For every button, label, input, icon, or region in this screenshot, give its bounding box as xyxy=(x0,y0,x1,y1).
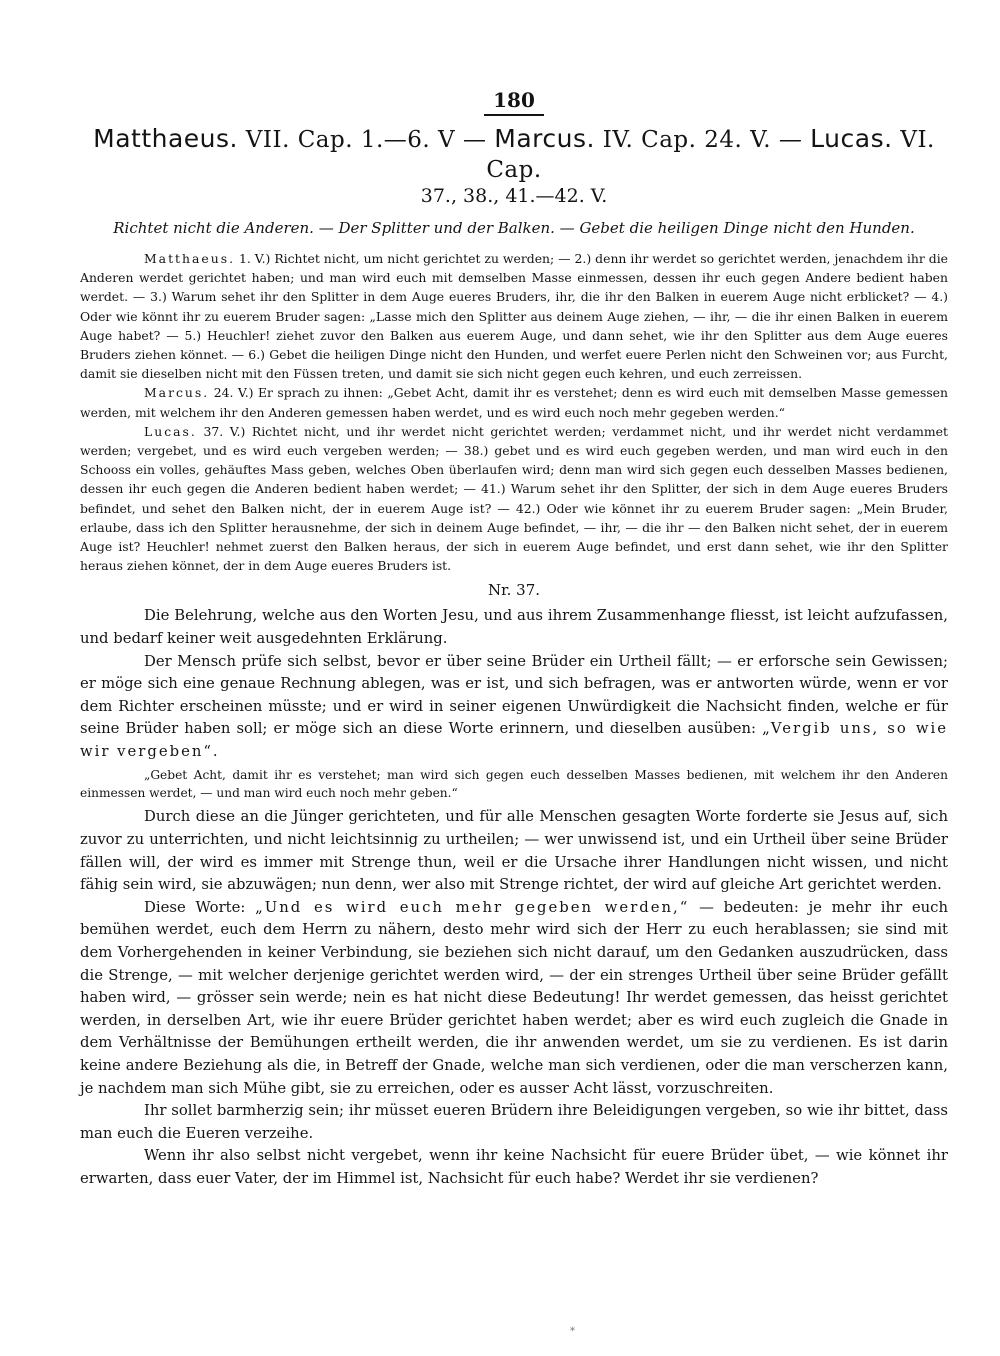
section-subtitle: Richtet nicht die Anderen. — Der Splitter und der Balken. — Gebet die heiligen Dinge nicht den Hunden. xyxy=(113,219,915,237)
chapter-heading-continuation: 37., 38., 41.—42. V. xyxy=(420,185,608,207)
verse-text: 1. V.) Richtet nicht, um nicht gerichtet zu werden; — 2.) denn ihr werdet so gerichtet werden, jenachdem ihr die Anderen werdet gerichtet haben; und man wird euch mit demselben Masse einmessen, dessen ihr euch gegen Andere bedient haben werdet. — 3.) Warum sehet ihr den Splitter in dem Auge eueres Bruders, ihr, die ihr den Balken in euerem Auge nicht erblicket? — 4.) Oder wie könnt ihr zu euerem Bruder sagen: „Lasse mich den Splitter aus deinem Auge ziehen, — ihr, — die ihr einen Balken in euerem Auge habet? — 5.) Heuchler! ziehet zuvor den Balken aus euerem Auge, und dann sehet, wie ihr den Splitter aus dem Auge eueres Bruders ziehen könnet. — 6.) Gebet die heiligen Dinge nicht den Hunden, und werfet euere Perlen nicht den Schweinen vor; aus Furcht, damit sie dieselben nicht mit den Füssen treten, und damit sie sich nicht gegen euch kehren, und euch zerreissen. xyxy=(80,251,948,382)
page-number: 180 xyxy=(493,88,535,112)
verse-text: 24. V.) Er sprach zu ihnen: „Gebet Acht, damit ihr es verstehet; denn es wird euch mit demselben Masse gemessen werden, mit welchem ihr den Anderen gemessen haben werdet, und es wird euch noch mehr gegeben werden.“ xyxy=(80,385,948,420)
scripture-quote: „Gebet Acht, damit ihr es verstehet; man wird sich gegen euch desselben Masses bedienen, mit welchem ihr den Anderen einmessen werdet, — und man wird euch noch mehr geben.“ xyxy=(80,767,948,801)
heading-book-marcus: Marcus. xyxy=(494,124,595,153)
heading-book-matthaeus: Matthaeus. xyxy=(93,124,238,153)
footer-mark: * xyxy=(570,1326,575,1337)
commentary-block xyxy=(80,605,948,1190)
book-label: Matthaeus. xyxy=(144,251,236,266)
commentary-paragraph xyxy=(80,897,948,1100)
page xyxy=(80,88,948,1191)
heading-book-lucas: Lucas. xyxy=(810,124,893,153)
section-number: Nr. 37. xyxy=(487,581,541,600)
scripture-matthaeus xyxy=(80,249,948,383)
prayer-quote: „Vergib uns, so wie wir vergeben“. xyxy=(80,720,948,761)
commentary-paragraph: Durch diese an die Jünger gerichteten, und für alle Menschen gesagten Worte forderte sie Jesus auf, sich zuvor zu unterrichten, und nicht leichtsinnig zu urtheilen; — wer unwissend ist, und ein Urtheil über seine Brüder fällen will, der wird es immer mit Strenge thun, weil er die Ursache ihrer Handlungen nicht wissen, und nicht fähig sein wird, sie abzuwägen; nun denn, wer also mit Strenge richtet, der wird auf gleiche Art gerichtet werden. xyxy=(80,808,948,894)
emphasized-quote: „Und es wird euch mehr gegeben werden,“ xyxy=(255,898,690,916)
commentary-paragraph: Die Belehrung, welche aus den Worten Jesu, und aus ihrem Zusammenhange fliesst, ist leicht aufzufassen, und bedarf keiner weit ausgedehnten Erklärung. xyxy=(80,607,948,648)
book-label: Marcus. xyxy=(144,385,210,401)
scripture-block xyxy=(80,249,948,575)
heading-dash: — xyxy=(778,127,803,153)
chapter-heading xyxy=(80,124,948,185)
paragraph-text: Der Mensch prüfe sich selbst, bevor er über seine Brüder ein Urtheil fällt; — er erforsche sein Gewissen; er möge sich eine genaue Rechnung ablegen, was er ist, und sich befragen, was er antworten würde, wenn er vor dem Richter erscheinen müsste; und er wird in seiner eigenen Unwürdigkeit die Nachsicht finden, welche er für seine Brüder haben soll; er möge sich an diese Worte erinnern, und dieselben ausüben: xyxy=(80,652,948,738)
scripture-lucas xyxy=(80,422,948,576)
heading-ref-matthaeus: VII. Cap. 1.—6. V xyxy=(245,127,456,153)
commentary-paragraph xyxy=(80,651,948,764)
verse-text: 37. V.) Richtet nicht, und ihr werdet nicht gerichtet werden; verdammet nicht, und ihr werdet nicht verdammet werden; vergebet, und es wird euch vergeben werden; — 38.) gebet und es wird euch gegeben werden, und man wird euch in den Schooss ein volles, gehäuftes Mass geben, welches Oben überlaufen wird; denn man wird sich gegen euch desselben Masses bedienen, dessen ihr euch gegen die Anderen bedient haben werdet; — 41.) Warum sehet ihr den Splitter, der sich in dem Auge eueres Bruders befindet, und sehet den Balken nicht, der in euerem Auge ist? — 42.) Oder wie könnet ihr zu euerem Bruder sagen: „Mein Bruder, erlaube, dass ich den Splitter herausnehme, der sich in deinem Auge befindet, — ihr, — die ihr — den Balken nicht sehet, der in euerem Auge ist? Heuchler! nehmet zuerst den Balken heraus, der sich in euerem Auge befindet, und erst dann sehet, wie ihr den Splitter heraus ziehen könnet, der in dem Auge eueres Bruders ist. xyxy=(80,423,948,574)
commentary-paragraph: Ihr sollet barmherzig sein; ihr müsset eueren Brüdern ihre Beleidigungen vergeben, so wie ihr bittet, dass man euch die Eueren verzeihe. xyxy=(80,1102,948,1142)
heading-dash: — xyxy=(462,127,487,153)
heading-ref-lucas: VI. Cap. xyxy=(486,127,935,183)
page-number-rule xyxy=(484,114,544,116)
heading-ref-marcus: IV. Cap. 24. V. xyxy=(602,127,772,153)
paragraph-text: Diese Worte: xyxy=(144,898,246,916)
paragraph-text: — bedeuten: je mehr ihr euch bemühen werdet, euch dem Herrn zu nähern, desto mehr wird sich der Herr zu euch herablassen; sie sind mit dem Vorhergehenden in keiner Verbindung, sie beziehen sich nicht darauf, um den Gedanken auszudrücken, dass die Strenge, — mit welcher derjenige gerichtet werden wird, — der ein strenges Urtheil über seine Brüder gefällt haben wird, — grösser sein werde; nein es hat nicht diese Bedeutung! Ihr werdet gemessen, das heisst gerichtet werden, in derselben Art, wie ihr euere Brüder gerichtet haben werdet; aber es wird euch zugleich die Gnade in dem Verhältnisse der Bemühungen ertheilt werden, die ihr anwenden werdet, um sie zu verdienen. Es ist darin keine andere Beziehung als die, in Betreff der Gnade, welche man sich verdienen, oder die man verscherzen kann, je nachdem man sich Mühe gibt, sie zu erreichen, oder es ausser Acht lässt, vorzuschreiten. xyxy=(80,898,949,1097)
scripture-marcus xyxy=(80,383,948,421)
commentary-paragraph: Wenn ihr also selbst nicht vergebet, wenn ihr keine Nachsicht für euere Brüder übet, — wie könnet ihr erwarten, dass euer Vater, der im Himmel ist, Nachsicht für euch habe? Werdet ihr sie verdienen? xyxy=(80,1147,948,1187)
book-label: Lucas. xyxy=(144,423,197,439)
